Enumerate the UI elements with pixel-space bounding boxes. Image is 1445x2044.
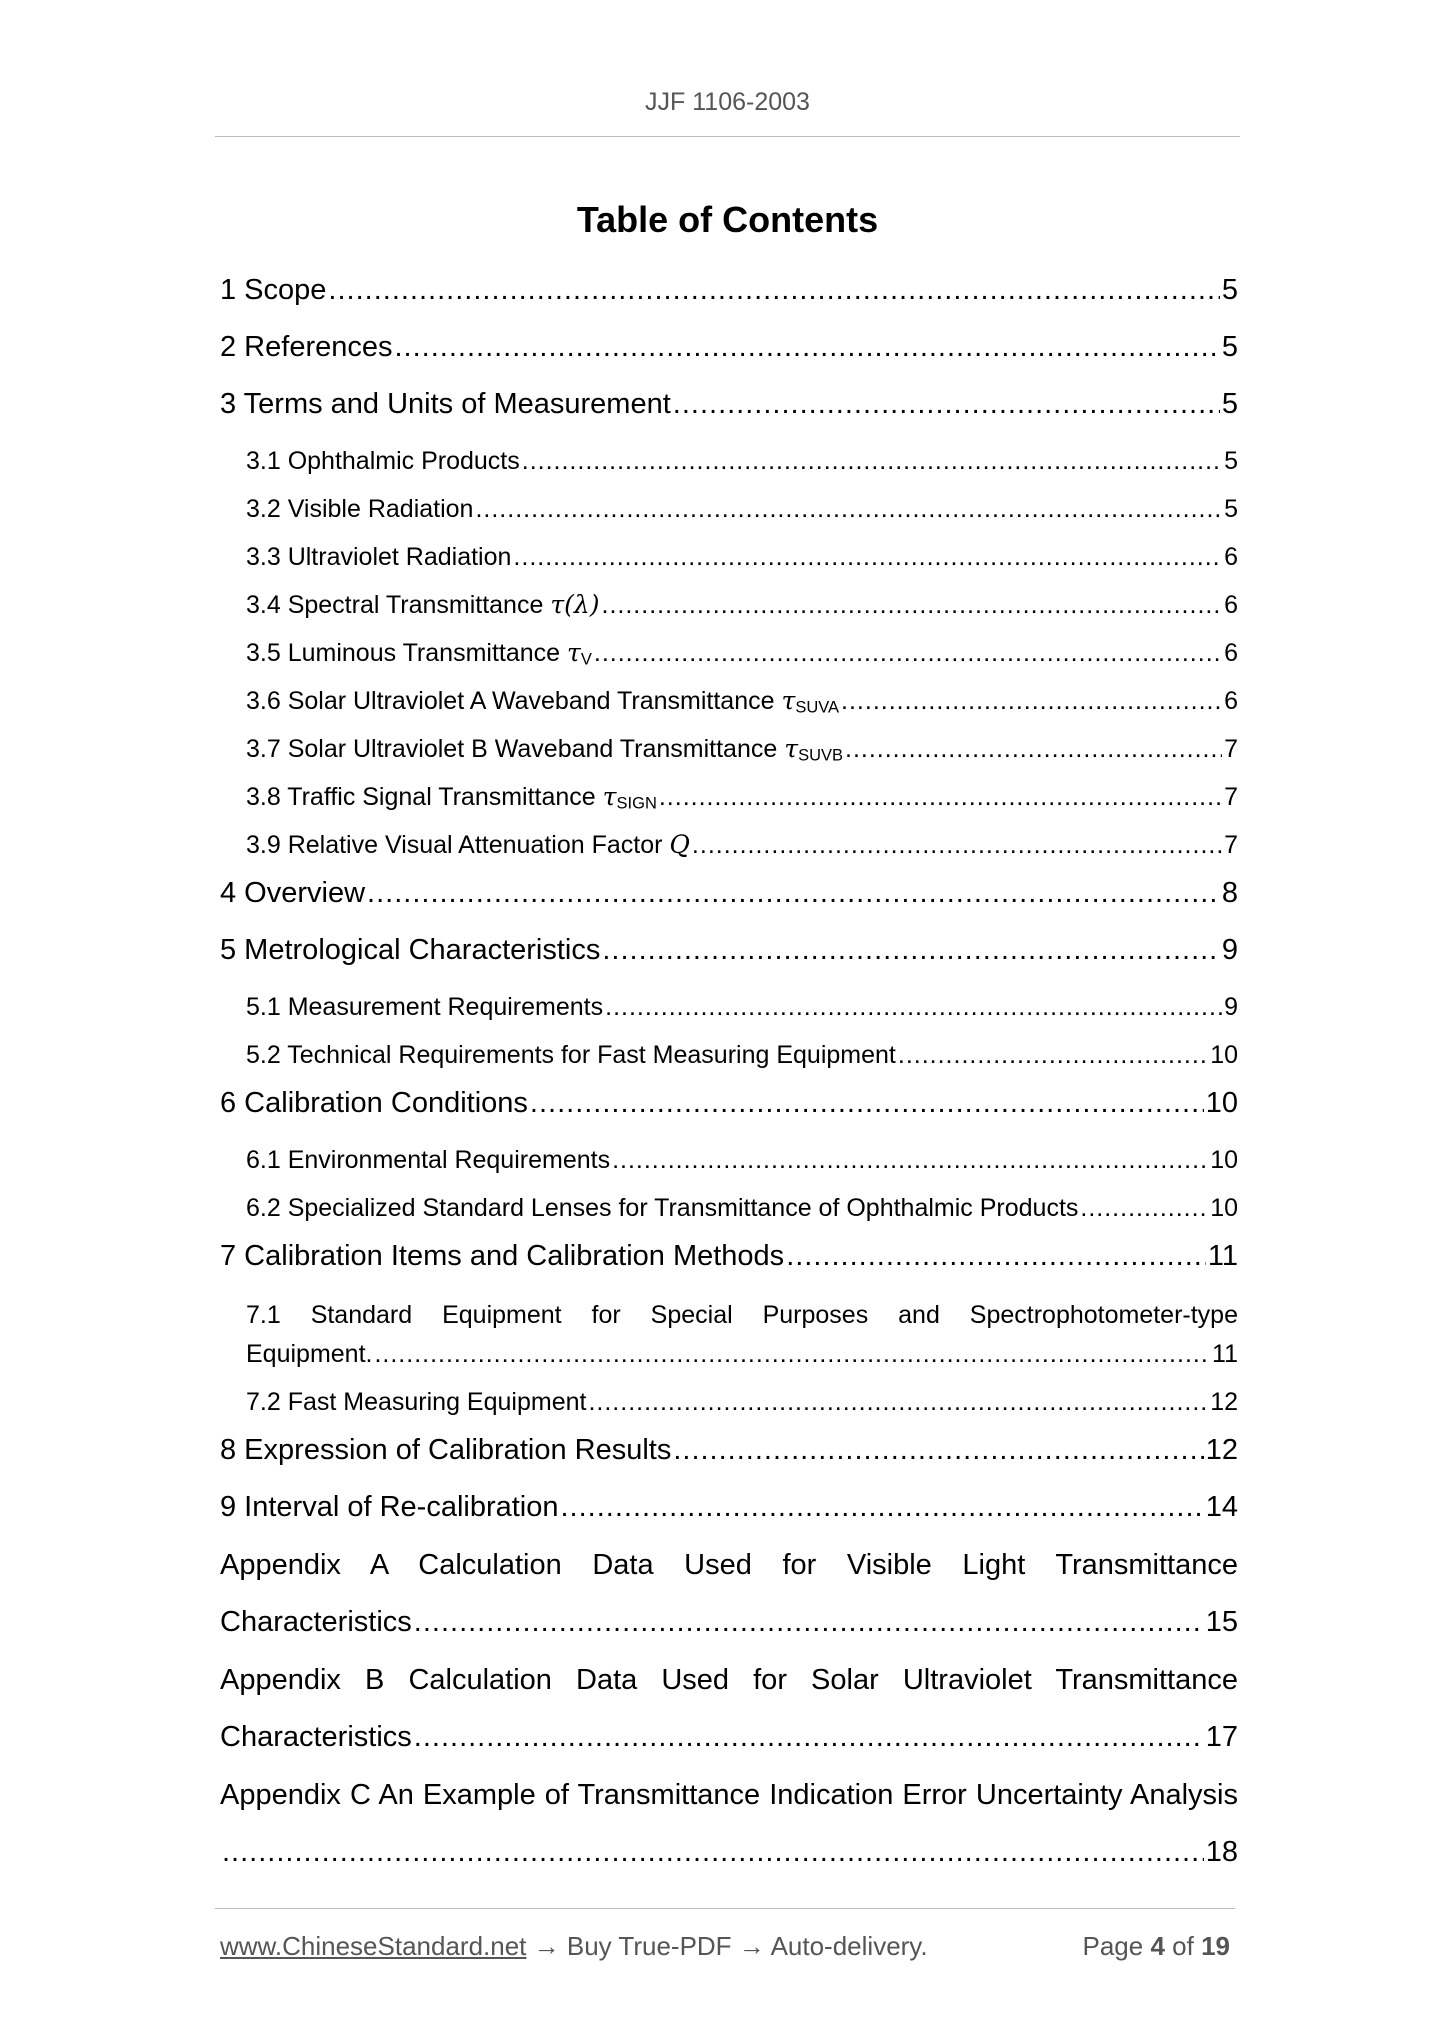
page-footer xyxy=(220,1928,1230,1964)
q-symbol: Q xyxy=(669,830,690,859)
toc-entry[interactable]: 8 Expression of Calibration Results ..... 12 xyxy=(220,1430,1238,1470)
tau-symbol: τ xyxy=(781,686,796,715)
total-pages: 19 xyxy=(1201,1931,1230,1961)
toc-entry-line1[interactable]: Appendix A Calculation Data Used for Visible Light Transmittance xyxy=(220,1549,1238,1581)
toc-subentry[interactable]: 3.9 Relative Visual Attenuation Factor Q ..... 7 xyxy=(246,827,1238,863)
toc-entry[interactable]: ..... 18 xyxy=(220,1832,1238,1872)
footer-divider xyxy=(215,1908,1235,1909)
toc-entry[interactable]: 9 Interval of Re-calibration ..... 14 xyxy=(220,1487,1238,1527)
tau-symbol: τ xyxy=(567,638,581,667)
page-title: Table of Contents xyxy=(576,199,879,240)
toc-subentry[interactable]: 6.1 Environmental Requirements ..... 10 xyxy=(246,1142,1238,1178)
toc-subentry[interactable]: 3.7 Solar Ultraviolet B Waveband Transmittance τSUVB ..... 7 xyxy=(246,731,1238,767)
toc-entry-line1[interactable]: Appendix B Calculation Data Used for Solar Ultraviolet Transmittance xyxy=(220,1664,1238,1696)
toc-subentry[interactable]: 5.2 Technical Requirements for Fast Measuring Equipment ..... 10 xyxy=(246,1037,1238,1073)
document-code: JJF 1106-2003 xyxy=(645,88,810,116)
toc-entry[interactable]: 4 Overview ..... 8 xyxy=(220,873,1238,913)
toc-subentry[interactable]: 7.2 Fast Measuring Equipment ..... 12 xyxy=(246,1384,1238,1420)
toc-entry-line1[interactable]: Appendix C An Example of Transmittance Indication Error Uncertainty Analysis xyxy=(220,1779,1238,1811)
site-link[interactable]: www.ChineseStandard.net xyxy=(220,1931,527,1961)
toc-entry[interactable]: 3 Terms and Units of Measurement ..... 5 xyxy=(220,384,1238,424)
toc-entry[interactable]: Characteristics ..... 17 xyxy=(220,1717,1238,1757)
toc-entry[interactable]: 5 Metrological Characteristics ..... 9 xyxy=(220,930,1238,970)
toc-entry[interactable]: 6 Calibration Conditions ..... 10 xyxy=(220,1083,1238,1123)
toc-subentry[interactable]: 3.2 Visible Radiation ..... 5 xyxy=(246,491,1238,527)
toc-entry[interactable]: Characteristics ..... 15 xyxy=(220,1602,1238,1642)
toc-subentry[interactable]: 3.1 Ophthalmic Products ..... 5 xyxy=(246,443,1238,479)
toc-subentry[interactable]: 3.5 Luminous Transmittance τV ..... 6 xyxy=(246,635,1238,671)
toc-subentry-line1[interactable]: 7.1 Standard Equipment for Special Purposes and Spectrophotometer-type xyxy=(246,1301,1238,1329)
toc-subentry[interactable]: 6.2 Specialized Standard Lenses for Transmittance of Ophthalmic Products ..... 10 xyxy=(246,1190,1238,1226)
toc-subentry[interactable]: 3.4 Spectral Transmittance τ(λ) ..... 6 xyxy=(246,587,1238,623)
tau-lambda-symbol: τ(λ) xyxy=(550,590,600,619)
page-indicator: Page 4 of 19 xyxy=(1082,1931,1230,1961)
toc-entry[interactable]: 7 Calibration Items and Calibration Methods ..... 11 xyxy=(220,1236,1238,1276)
toc-subentry[interactable]: 5.1 Measurement Requirements ..... 9 xyxy=(246,989,1238,1025)
toc-entry[interactable]: 1 Scope ..... 5 xyxy=(220,270,1238,310)
tau-symbol: τ xyxy=(602,782,617,811)
toc-subentry[interactable]: 3.6 Solar Ultraviolet A Waveband Transmittance τSUVA ..... 6 xyxy=(246,683,1238,719)
toc-entry[interactable]: 2 References ..... 5 xyxy=(220,327,1238,367)
promo-text: → Buy True-PDF → Auto-delivery. xyxy=(526,1931,928,1961)
toc-subentry[interactable]: Equipment. ..... 11 xyxy=(246,1336,1238,1372)
document-header xyxy=(215,84,1240,137)
toc-subentry[interactable]: 3.8 Traffic Signal Transmittance τSIGN ..... 7 xyxy=(246,779,1238,815)
current-page: 4 xyxy=(1150,1931,1165,1961)
toc-subentry[interactable]: 3.3 Ultraviolet Radiation ..... 6 xyxy=(246,539,1238,575)
tau-symbol: τ xyxy=(784,734,799,763)
